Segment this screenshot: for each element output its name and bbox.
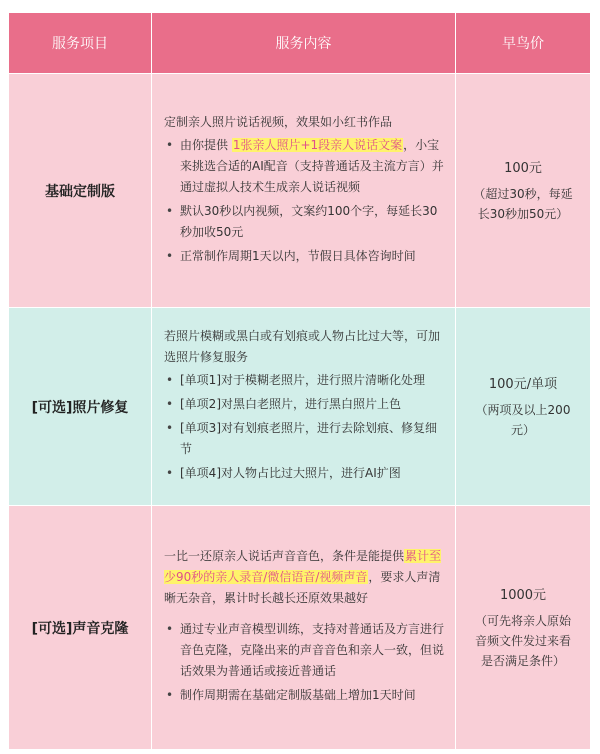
service-content <box>152 506 456 750</box>
item-text: 通过专业声音模型训练，支持对普通话及方言进行音色克隆，克隆出来的声音音色和亲人一致，但说话效果为普通话或接近普通话 <box>180 622 445 678</box>
header-service-content: 服务内容 <box>152 13 456 74</box>
list-item <box>164 135 447 198</box>
price-value: 100元/单项 <box>488 377 558 392</box>
highlight-text: 累计至少90秒的亲人录音/微信语音/视频声音 <box>164 549 442 584</box>
service-name: [可选]照片修复 <box>9 308 152 506</box>
content-intro: 定制亲人照片说话视频，效果如小红书作品 <box>164 114 393 129</box>
content-list <box>164 135 447 267</box>
bullet-icon: • <box>166 248 174 263</box>
highlight-text: 1张亲人照片+1段亲人说话文案 <box>232 137 403 152</box>
item-text: [单项3]对有划痕老照片，进行去除划痕、修复细节 <box>180 421 437 456</box>
list-item <box>164 394 447 415</box>
list-item <box>164 418 447 460</box>
service-price <box>456 308 591 506</box>
list-item <box>164 463 447 484</box>
bullet-icon: • <box>166 622 174 636</box>
bullet-icon: • <box>166 373 174 387</box>
list-item <box>164 370 447 391</box>
table-header-row <box>9 13 591 74</box>
service-pricing-table <box>8 12 591 750</box>
bullet-icon: • <box>166 203 174 218</box>
header-early-bird-price: 早鸟价 <box>456 13 591 74</box>
item-text: 正常制作周期1天以内，节假日具体咨询时间 <box>180 248 416 263</box>
intro-text-post: ，要求人声清晰无杂音，累计时长越长还原效果越好 <box>164 570 441 605</box>
bullet-icon: • <box>166 137 174 152</box>
service-name: [可选]声音克隆 <box>9 506 152 750</box>
content-list <box>164 619 447 706</box>
bullet-icon: • <box>166 397 174 411</box>
price-note: （可先将亲人原始音频文件发过来看是否满足条件） <box>474 614 571 668</box>
content-intro <box>164 546 447 609</box>
bullet-icon: • <box>166 466 174 480</box>
item-text: 默认30秒以内视频，文案约100个字，每延长30秒加收50元 <box>180 203 438 239</box>
price-value: 1000元 <box>499 588 547 603</box>
item-text-post: ，小宝来挑选合适的AI配音（支持普通话及主流方言）并通过虚拟人技术生成亲人说话视频 <box>180 137 444 194</box>
table-row-basic <box>9 74 591 308</box>
item-text: 制作周期需在基础定制版基础上增加1天时间 <box>180 688 416 702</box>
item-text-pre: 由你提供 <box>180 137 232 152</box>
content-list <box>164 370 447 484</box>
service-name: 基础定制版 <box>9 74 152 308</box>
intro-text-pre: 一比一还原亲人说话声音音色，条件是能提供 <box>164 549 405 563</box>
list-item <box>164 246 447 267</box>
service-content <box>152 74 456 308</box>
list-item <box>164 685 447 706</box>
table-row-voice-clone <box>9 506 591 750</box>
table-row-photo-restore <box>9 308 591 506</box>
item-text: [单项1]对于模糊老照片，进行照片清晰化处理 <box>180 373 425 387</box>
bullet-icon: • <box>166 688 174 702</box>
header-service-item: 服务项目 <box>9 13 152 74</box>
list-item <box>164 201 447 243</box>
item-text: [单项2]对黑白老照片，进行黑白照片上色 <box>180 397 401 411</box>
item-text: [单项4]对人物占比过大照片，进行AI扩图 <box>180 466 401 480</box>
content-intro: 若照片模糊或黑白或有划痕或人物占比过大等，可加选照片修复服务 <box>164 329 441 364</box>
service-price <box>456 74 591 308</box>
service-content <box>152 308 456 506</box>
price-note: （超过30秒，每延长30秒加50元） <box>473 187 573 221</box>
price-value: 100元 <box>504 161 542 176</box>
service-price <box>456 506 591 750</box>
price-note: （两项及以上200元） <box>475 403 571 437</box>
list-item <box>164 619 447 682</box>
bullet-icon: • <box>166 421 174 435</box>
